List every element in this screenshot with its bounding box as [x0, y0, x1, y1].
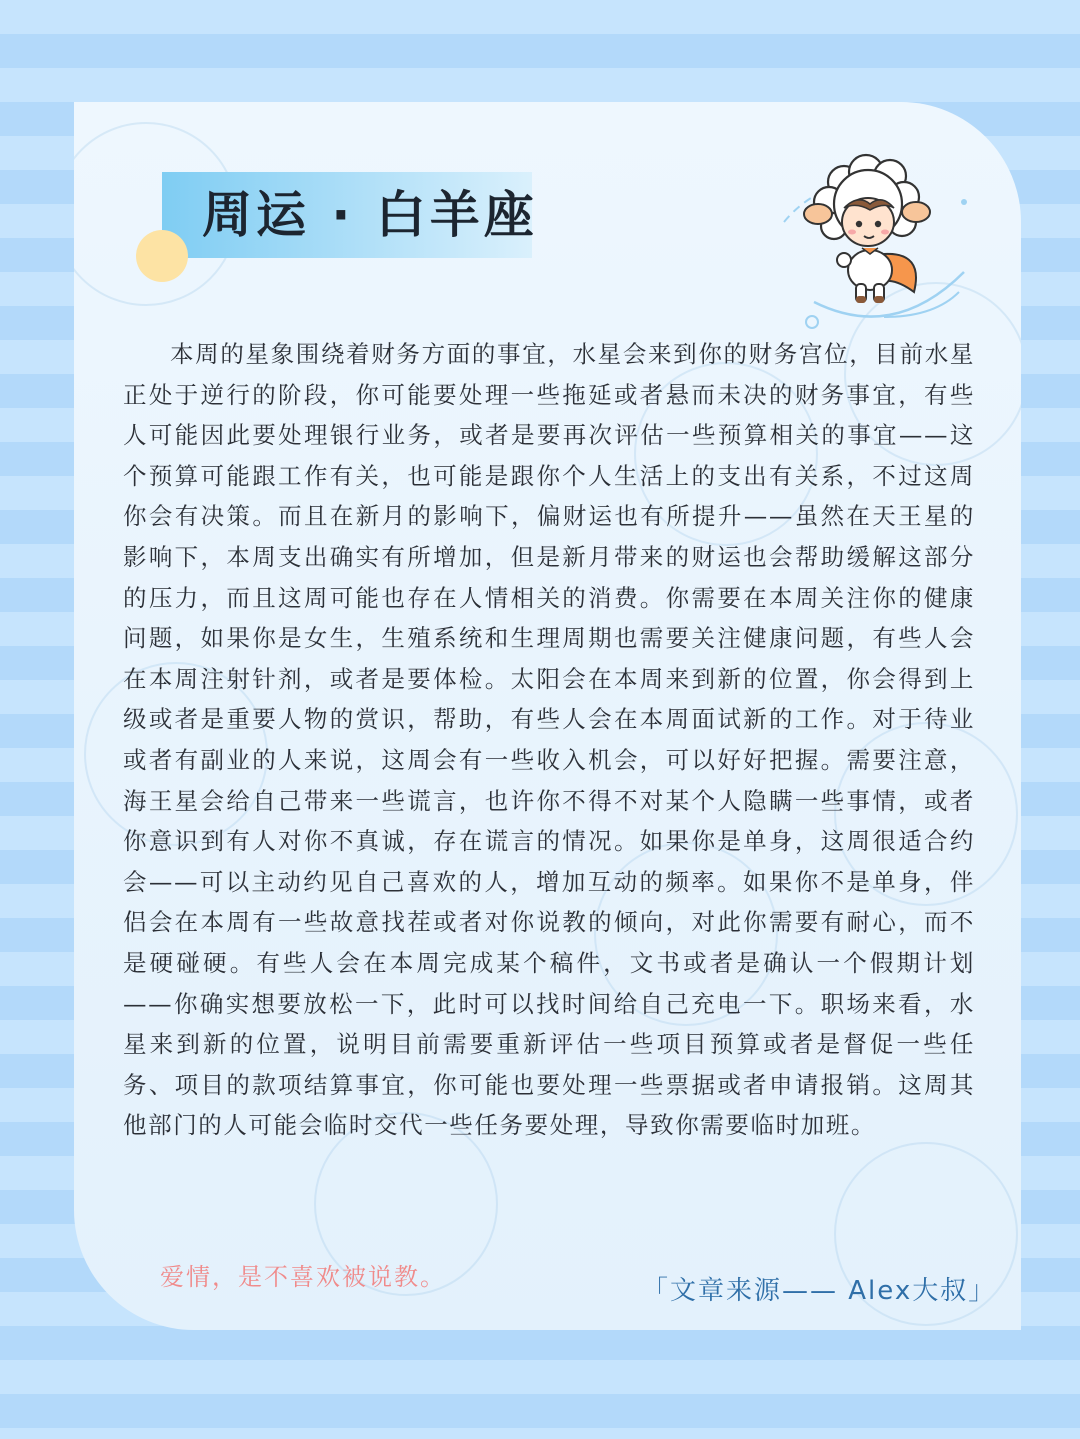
- footer-quote: 爱情，是不喜欢被说教。: [160, 1263, 446, 1291]
- sheep-mascot-icon: [774, 142, 974, 342]
- horoscope-body-text: 本周的星象围绕着财务方面的事宜，水星会来到你的财务宫位，目前水星正处于逆行的阶段，你可能要处理一些拖延或者悬而未决的财务事宜，有些人可能因此要处理银行业务，或者是要再次评估一些预算相关的事宜——这个预算可能跟工作有关，也可能是跟你个人生活上的支出有关系，不过这周你会有决策。而且在新月的影响下，偏财运也有所提升——虽然在天王星的影响下，本周支出确实有所增加，但是新月带来的财运也会帮助缓解这部分的压力，而且这周可能也存在人情相关的消费。你需要在本周关注你的健康问题，如果你是女生，生殖系统和生理周期也需要关注健康问题，有些人会在本周注射针剂，或者是要体检。太阳会在本周来到新的位置，你会得到上级或者是重要人物的赏识，帮助，有些人会在本周面试新的工作。对于待业或者有副业的人来说，这周会有一些收入机会，可以好好把握。需要注意，海王星会给自己带来一些谎言，也许你不得不对某个人隐瞒一些事情，或者你意识到有人对你不真诚，存在谎言的情况。如果你是单身，这周很适合约会——可以主动约见自己喜欢的人，增加互动的频率。如果你不是单身，伴侣会在本周有一些故意找茬或者对你说教的倾向，对此你需要有耐心，而不是硬碰硬。有些人会在本周完成某个稿件，文书或者是确认一个假期计划——你确实想要放松一下，此时可以找时间给自己充电一下。职场来看，水星来到新的位置，说明目前需要重新评估一些项目预算或者是督促一些任务、项目的款项结算事宜，你可能也要处理一些票据或者申请报销。这周其他部门的人可能会临时交代一些任务要处理，导致你需要临时加班。: [123, 340, 975, 1140]
- title-accent-dot: [136, 230, 188, 282]
- source-credit: 「文章来源—— Alex大叔」: [642, 1276, 997, 1306]
- title-block: [162, 172, 542, 260]
- page-title: 周运 · 白羊座: [202, 186, 538, 244]
- content-card: [74, 102, 1021, 1330]
